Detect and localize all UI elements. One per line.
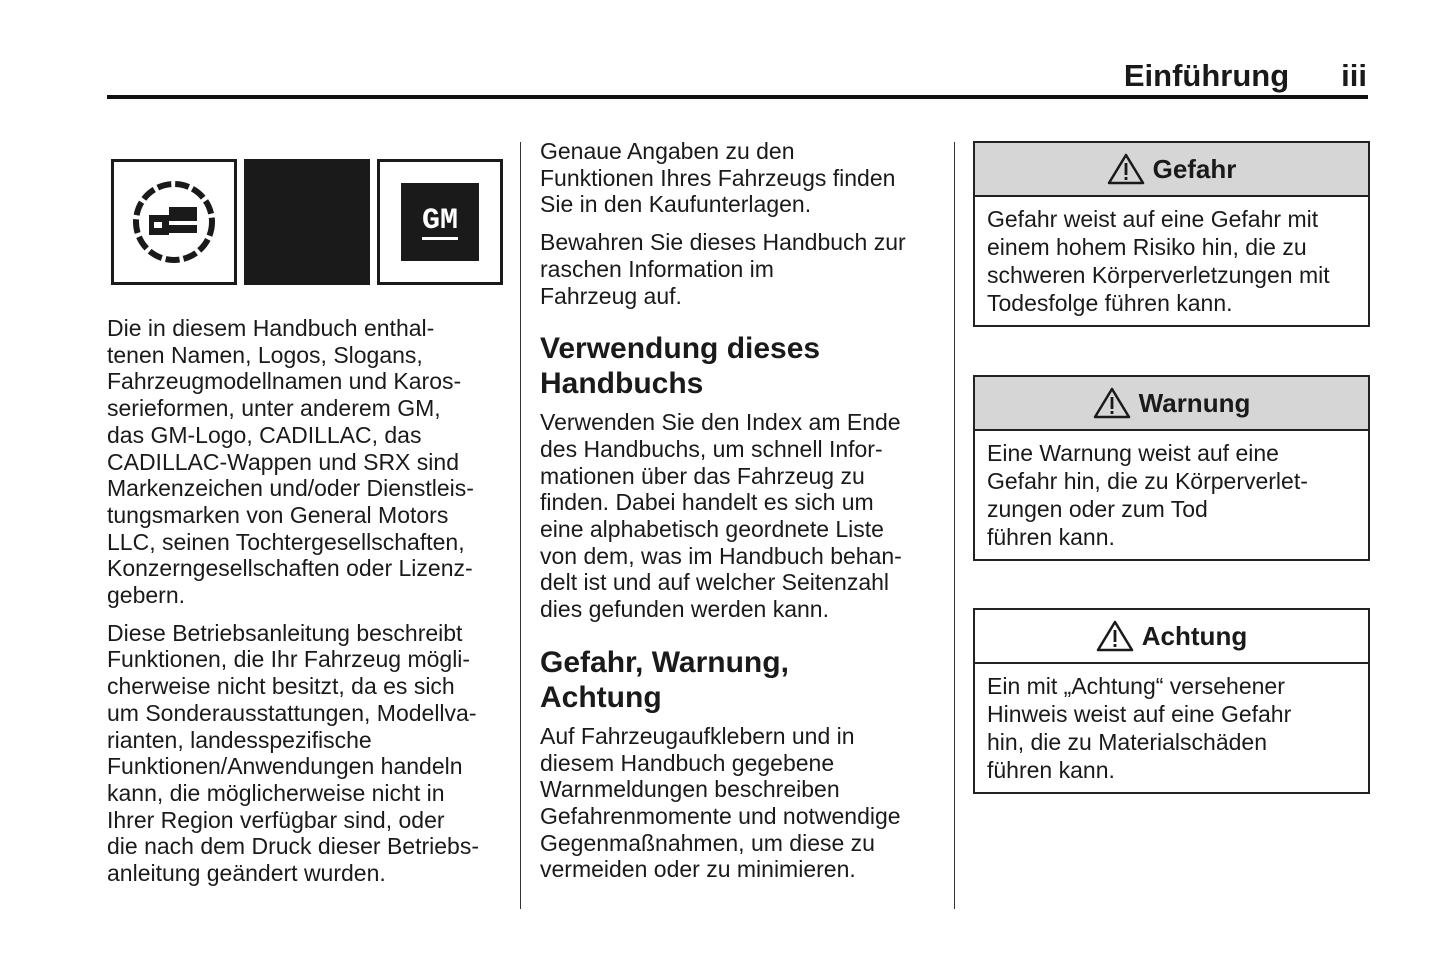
text-line: delt ist und auf welcher Seitenzahl [540,569,890,596]
text-line: Die in diesem Handbuch enthal- [107,315,435,341]
text-line: Funktionen, die Ihr Fahrzeug mögli- [107,646,471,673]
brand-logos [111,159,503,285]
header-rule [107,95,1368,99]
text-line: zungen oder zum Tod [987,496,1208,522]
text-line: raschen Information im [540,255,774,282]
text-line: hin, die zu Materialschäden [987,729,1267,755]
text-line: gebern. [107,582,186,609]
text-line: vermeiden oder zu minimieren. [540,856,856,883]
section-title: Einführung [1123,58,1290,93]
section-heading [540,645,940,715]
text-line: anleitung geändert wurden. [107,860,386,887]
text-line: kann, die möglicherweise nicht in [107,779,445,806]
heading-line: Achtung [540,680,662,714]
text-line: Konzerngesellschaften oder Lizenz- [107,555,473,582]
gm-logo [377,159,503,285]
column-left [107,315,507,898]
gm-logo-mark: GM [401,183,479,261]
text-line: Hinweis weist auf eine Gefahr [987,701,1292,727]
text-line: eine alphabetisch geordnete Liste [540,516,884,543]
column-divider [954,142,955,909]
notice-header [975,377,1368,431]
notice-body [975,431,1368,559]
notice-box-gefahr [973,141,1370,327]
warning-triangle-icon [1096,620,1134,652]
notice-header [975,143,1368,197]
text-line: Ihrer Region verfügbar sind, oder [107,806,445,833]
text-line: Funktionen/Anwendungen handeln [107,753,463,780]
notice-header [975,610,1368,664]
text-line: Gegenmaßnahmen, um diese zu [540,829,875,856]
text-line: serieformen, unter anderem GM, [107,395,441,422]
page-header [1124,58,1367,94]
body-paragraph [540,138,940,218]
body-paragraph [107,620,507,887]
text-line: des Handbuchs, um schnell Infor- [540,435,883,462]
column-divider [520,142,521,909]
cadillac-wordmark-logo [244,159,370,285]
text-line: einem hohem Risiko hin, die zu [987,234,1307,260]
body-paragraph [107,315,507,609]
notice-body [975,664,1368,792]
text-line: Eine Warnung weist auf eine [987,440,1279,466]
text-line: tungsmarken von General Motors [107,501,449,528]
text-line: Ein mit „Achtung“ versehener [987,673,1285,699]
text-line: die nach dem Druck dieser Betriebs- [107,833,479,860]
text-line: Bewahren Sie dieses Handbuch zur [540,229,906,256]
notice-title: Warnung [1138,387,1251,418]
text-line: Sie in den Kaufunterlagen. [540,191,812,218]
text-line: mationen über das Fahrzeug zu [540,462,865,489]
text-line: schweren Körperverletzungen mit [987,262,1330,288]
text-line: dies gefunden werden kann. [540,596,829,623]
text-line: Fahrzeugmodellnamen und Karos- [107,368,462,395]
text-line: Fahrzeug auf. [540,282,682,309]
text-line: Diese Betriebsanleitung beschreibt [107,619,463,646]
notice-title: Gefahr [1152,153,1237,184]
warning-triangle-icon [1107,153,1145,185]
notice-body [975,197,1368,325]
notice-box-warnung [973,375,1370,561]
heading-line: Handbuchs [540,367,704,401]
text-line: führen kann. [987,524,1115,550]
text-line: Genaue Angaben zu den [540,138,795,164]
text-line: Gefahr hin, die zu Körperverlet- [987,468,1308,494]
text-line: Funktionen Ihres Fahrzeugs finden [540,164,896,191]
text-line: um Sonderausstattungen, Modellva- [107,699,477,726]
page-number: iii [1341,58,1367,93]
heading-line: Verwendung dieses [540,332,821,366]
text-line: Todesfolge führen kann. [987,290,1233,316]
warning-triangle-icon [1093,387,1131,419]
text-line: Warnmeldungen beschreiben [540,776,840,803]
heading-line: Gefahr, Warnung, [540,645,789,679]
cadillac-crest-logo [111,159,237,285]
text-line: rianten, landesspezifische [107,726,372,753]
text-line: Auf Fahrzeugaufklebern und in [540,722,855,749]
text-line: führen kann. [987,757,1115,783]
text-line: LLC, seinen Tochtergesellschaften, [107,528,465,555]
body-paragraph [540,409,940,623]
text-line: cherweise nicht besitzt, da es sich [107,673,455,700]
text-line: Verwenden Sie den Index am Ende [540,409,901,436]
text-line: diesem Handbuch gegebene [540,749,835,776]
text-line: von dem, was im Handbuch behan- [540,542,902,569]
text-line: CADILLAC-Wappen und SRX sind [107,448,459,475]
section-heading [540,331,940,401]
text-line: Gefahr weist auf eine Gefahr mit [987,206,1319,232]
text-line: das GM-Logo, CADILLAC, das [107,421,422,448]
notice-title: Achtung [1141,620,1248,651]
text-line: finden. Dabei handelt es sich um [540,489,874,516]
text-line: Markenzeichen und/oder Dienstleis- [107,475,474,502]
notice-box-achtung [973,608,1370,794]
body-paragraph [540,229,940,309]
text-line: tenen Namen, Logos, Slogans, [107,341,423,368]
text-line: Gefahrenmomente und notwendige [540,802,901,829]
body-paragraph [540,723,940,883]
column-middle [540,138,940,894]
